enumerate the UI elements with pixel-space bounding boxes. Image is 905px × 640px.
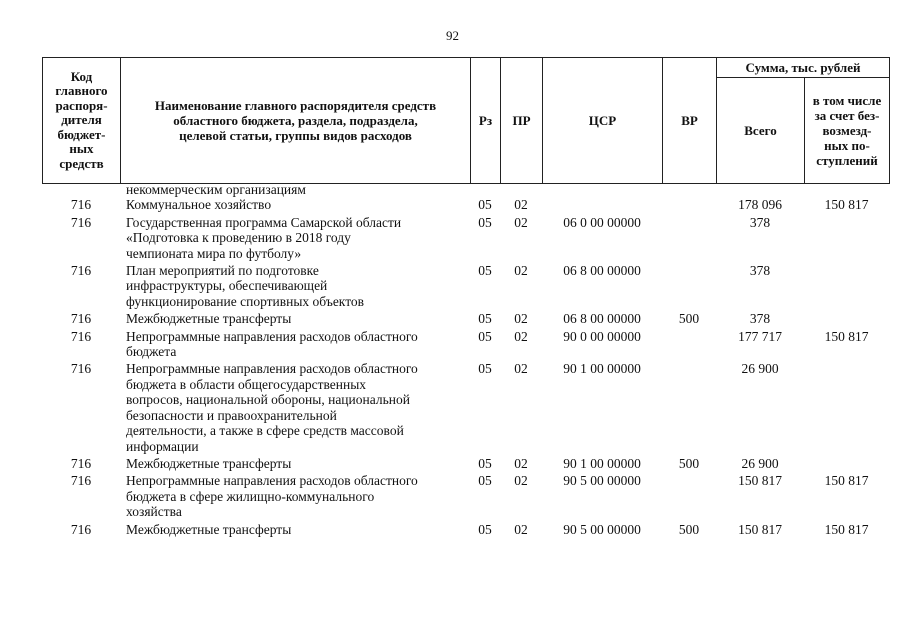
header-grants-line: за счет без- — [814, 108, 880, 123]
row-name-line: некоммерческим организациям — [126, 182, 306, 197]
row-name — [120, 361, 470, 453]
row-name — [120, 197, 470, 212]
row-name-line: бюджета — [126, 344, 177, 360]
row-name — [120, 215, 470, 261]
row-total: 378 — [749, 214, 771, 230]
row-name-line: Непрограммные направления расходов областного — [126, 473, 418, 489]
row-total: 177 717 — [738, 328, 782, 344]
row-name — [120, 329, 470, 360]
row-csr: 90 5 00 00000 — [563, 521, 641, 537]
row-name-line: Коммунальное хозяйство — [126, 197, 272, 213]
row-name — [120, 263, 470, 309]
row-name-line: чемпионата мира по футболу» — [126, 245, 302, 261]
row-total: 378 — [749, 263, 771, 279]
row-code — [42, 182, 120, 197]
row-total: 150 817 — [738, 521, 782, 537]
row-name-line: безопасности и правоохранительной — [126, 407, 337, 423]
table-row — [42, 197, 889, 212]
row-total: 26 900 — [741, 361, 779, 377]
row-name — [120, 522, 470, 537]
row-total: 150 817 — [738, 473, 782, 489]
row-code: 716 — [70, 311, 92, 327]
row-csr — [542, 197, 662, 212]
row-grants: 150 817 — [824, 521, 869, 537]
row-rz: 05 — [478, 197, 492, 213]
row-name-line: План мероприятий по подготовке — [126, 263, 319, 279]
row-pr — [500, 182, 542, 197]
row-vr: 500 — [678, 311, 700, 327]
row-grants — [804, 311, 889, 326]
row-name-line: хозяйства — [126, 504, 182, 520]
table-row — [42, 329, 889, 360]
row-grants: 150 817 — [824, 473, 869, 489]
row-pr: 02 — [514, 521, 528, 537]
row-pr: 02 — [514, 361, 528, 377]
header-name-line: областного бюджета, раздела, подраздела, — [173, 113, 418, 128]
row-name-line: бюджета в сфере жилищно-коммунального — [126, 488, 375, 504]
row-name-line: «Подготовка к проведению в 2018 году — [126, 230, 351, 246]
row-rz: 05 — [478, 361, 492, 377]
row-code: 716 — [70, 521, 92, 537]
row-vr — [662, 182, 716, 197]
row-vr — [662, 361, 716, 453]
table-row — [42, 215, 889, 261]
row-name-line: Государственная программа Самарской области — [126, 214, 402, 230]
row-grants: 150 817 — [824, 328, 869, 344]
row-grants — [804, 215, 889, 261]
row-name — [120, 182, 470, 197]
row-name-line: Межбюджетные трансферты — [126, 455, 292, 471]
header-grants-line: в том числе — [812, 93, 882, 108]
table-row — [42, 473, 889, 519]
row-rz: 05 — [478, 311, 492, 327]
header-code-line: распоря- — [55, 97, 108, 113]
row-csr: 90 1 00 00000 — [563, 455, 641, 471]
header-name-line: Наименование главного распорядителя средств — [154, 98, 437, 113]
row-name-line: информации — [126, 438, 199, 454]
header-code-line: средств — [59, 155, 104, 171]
header-grants-line: ступлений — [816, 153, 878, 168]
header-grants-line: возмезд- — [822, 123, 872, 138]
header-csr: ЦСР — [543, 58, 663, 184]
row-csr: 90 5 00 00000 — [563, 473, 641, 489]
header-code-line: ных — [69, 141, 94, 157]
table-body — [42, 182, 889, 537]
row-csr: 06 8 00 00000 — [563, 311, 641, 327]
row-rz: 05 — [478, 455, 492, 471]
row-pr: 02 — [514, 455, 528, 471]
row-total: 26 900 — [741, 455, 779, 471]
row-grants — [804, 263, 889, 309]
header-name-line: целевой статьи, группы видов расходов — [179, 128, 412, 143]
row-code: 716 — [70, 197, 92, 213]
header-code-line: Код — [70, 68, 93, 84]
table-row — [42, 361, 889, 453]
table-header — [42, 57, 890, 184]
header-sum-group: Сумма, тыс. рублей — [717, 58, 890, 78]
page-number: 92 — [446, 28, 459, 43]
row-code: 716 — [70, 473, 92, 489]
header-rz: Рз — [471, 58, 501, 184]
row-total: 178 096 — [738, 197, 782, 213]
row-code: 716 — [70, 214, 92, 230]
table-row — [42, 456, 889, 471]
row-rz: 05 — [478, 473, 492, 489]
row-name-line: вопросов, национальной обороны, национальной — [126, 392, 410, 408]
row-vr: 500 — [678, 455, 700, 471]
row-name-line: Межбюджетные трансферты — [126, 521, 292, 537]
row-grants — [804, 456, 889, 471]
row-rz: 05 — [478, 263, 492, 279]
row-grants — [804, 361, 889, 453]
row-name-line: Непрограммные направления расходов областного — [126, 328, 418, 344]
row-rz: 05 — [478, 214, 492, 230]
row-vr — [662, 215, 716, 261]
header-code-line: дителя — [61, 112, 102, 128]
table-row — [42, 522, 889, 537]
header-grants — [805, 78, 890, 184]
row-name-line: Межбюджетные трансферты — [126, 311, 292, 327]
row-vr — [662, 197, 716, 212]
row-csr: 90 1 00 00000 — [563, 361, 641, 377]
row-csr: 06 0 00 00000 — [563, 214, 641, 230]
row-name — [120, 456, 470, 471]
row-csr: 90 0 00 00000 — [563, 328, 641, 344]
row-rz — [470, 182, 500, 197]
row-name-line: бюджета в области общегосударственных — [126, 376, 367, 392]
table-row — [42, 311, 889, 326]
header-code — [43, 58, 121, 184]
row-code: 716 — [70, 328, 92, 344]
table-row — [42, 182, 889, 197]
row-pr: 02 — [514, 197, 528, 213]
row-code: 716 — [70, 263, 92, 279]
row-name — [120, 473, 470, 519]
row-csr: 06 8 00 00000 — [563, 263, 641, 279]
row-rz: 05 — [478, 328, 492, 344]
row-name-line: функционирование спортивных объектов — [126, 293, 365, 309]
row-csr — [542, 182, 662, 197]
header-code-line: бюджет- — [57, 126, 106, 142]
row-vr — [662, 263, 716, 309]
row-code: 716 — [70, 361, 92, 377]
header-pr: ПР — [501, 58, 543, 184]
row-vr: 500 — [678, 521, 700, 537]
header-grants-line: ных по- — [824, 138, 870, 153]
header-vr: ВР — [663, 58, 717, 184]
row-pr: 02 — [514, 214, 528, 230]
row-name-line: Непрограммные направления расходов областного — [126, 361, 418, 377]
row-pr: 02 — [514, 263, 528, 279]
row-vr — [662, 473, 716, 519]
row-total: 378 — [749, 311, 771, 327]
row-grants: 150 817 — [824, 197, 869, 213]
row-rz: 05 — [478, 521, 492, 537]
row-pr: 02 — [514, 311, 528, 327]
row-total — [716, 182, 804, 197]
header-total: Всего — [717, 78, 805, 184]
row-code: 716 — [70, 455, 92, 471]
row-name — [120, 311, 470, 326]
row-grants — [804, 182, 889, 197]
row-name-line: инфраструктуры, обеспечивающей — [126, 278, 328, 294]
header-code-line: главного — [55, 83, 108, 99]
row-vr — [662, 329, 716, 360]
table-row — [42, 263, 889, 309]
row-pr: 02 — [514, 328, 528, 344]
row-name-line: деятельности, а также в сфере средств массовой — [126, 423, 404, 439]
header-name — [121, 58, 471, 184]
row-pr: 02 — [514, 473, 528, 489]
